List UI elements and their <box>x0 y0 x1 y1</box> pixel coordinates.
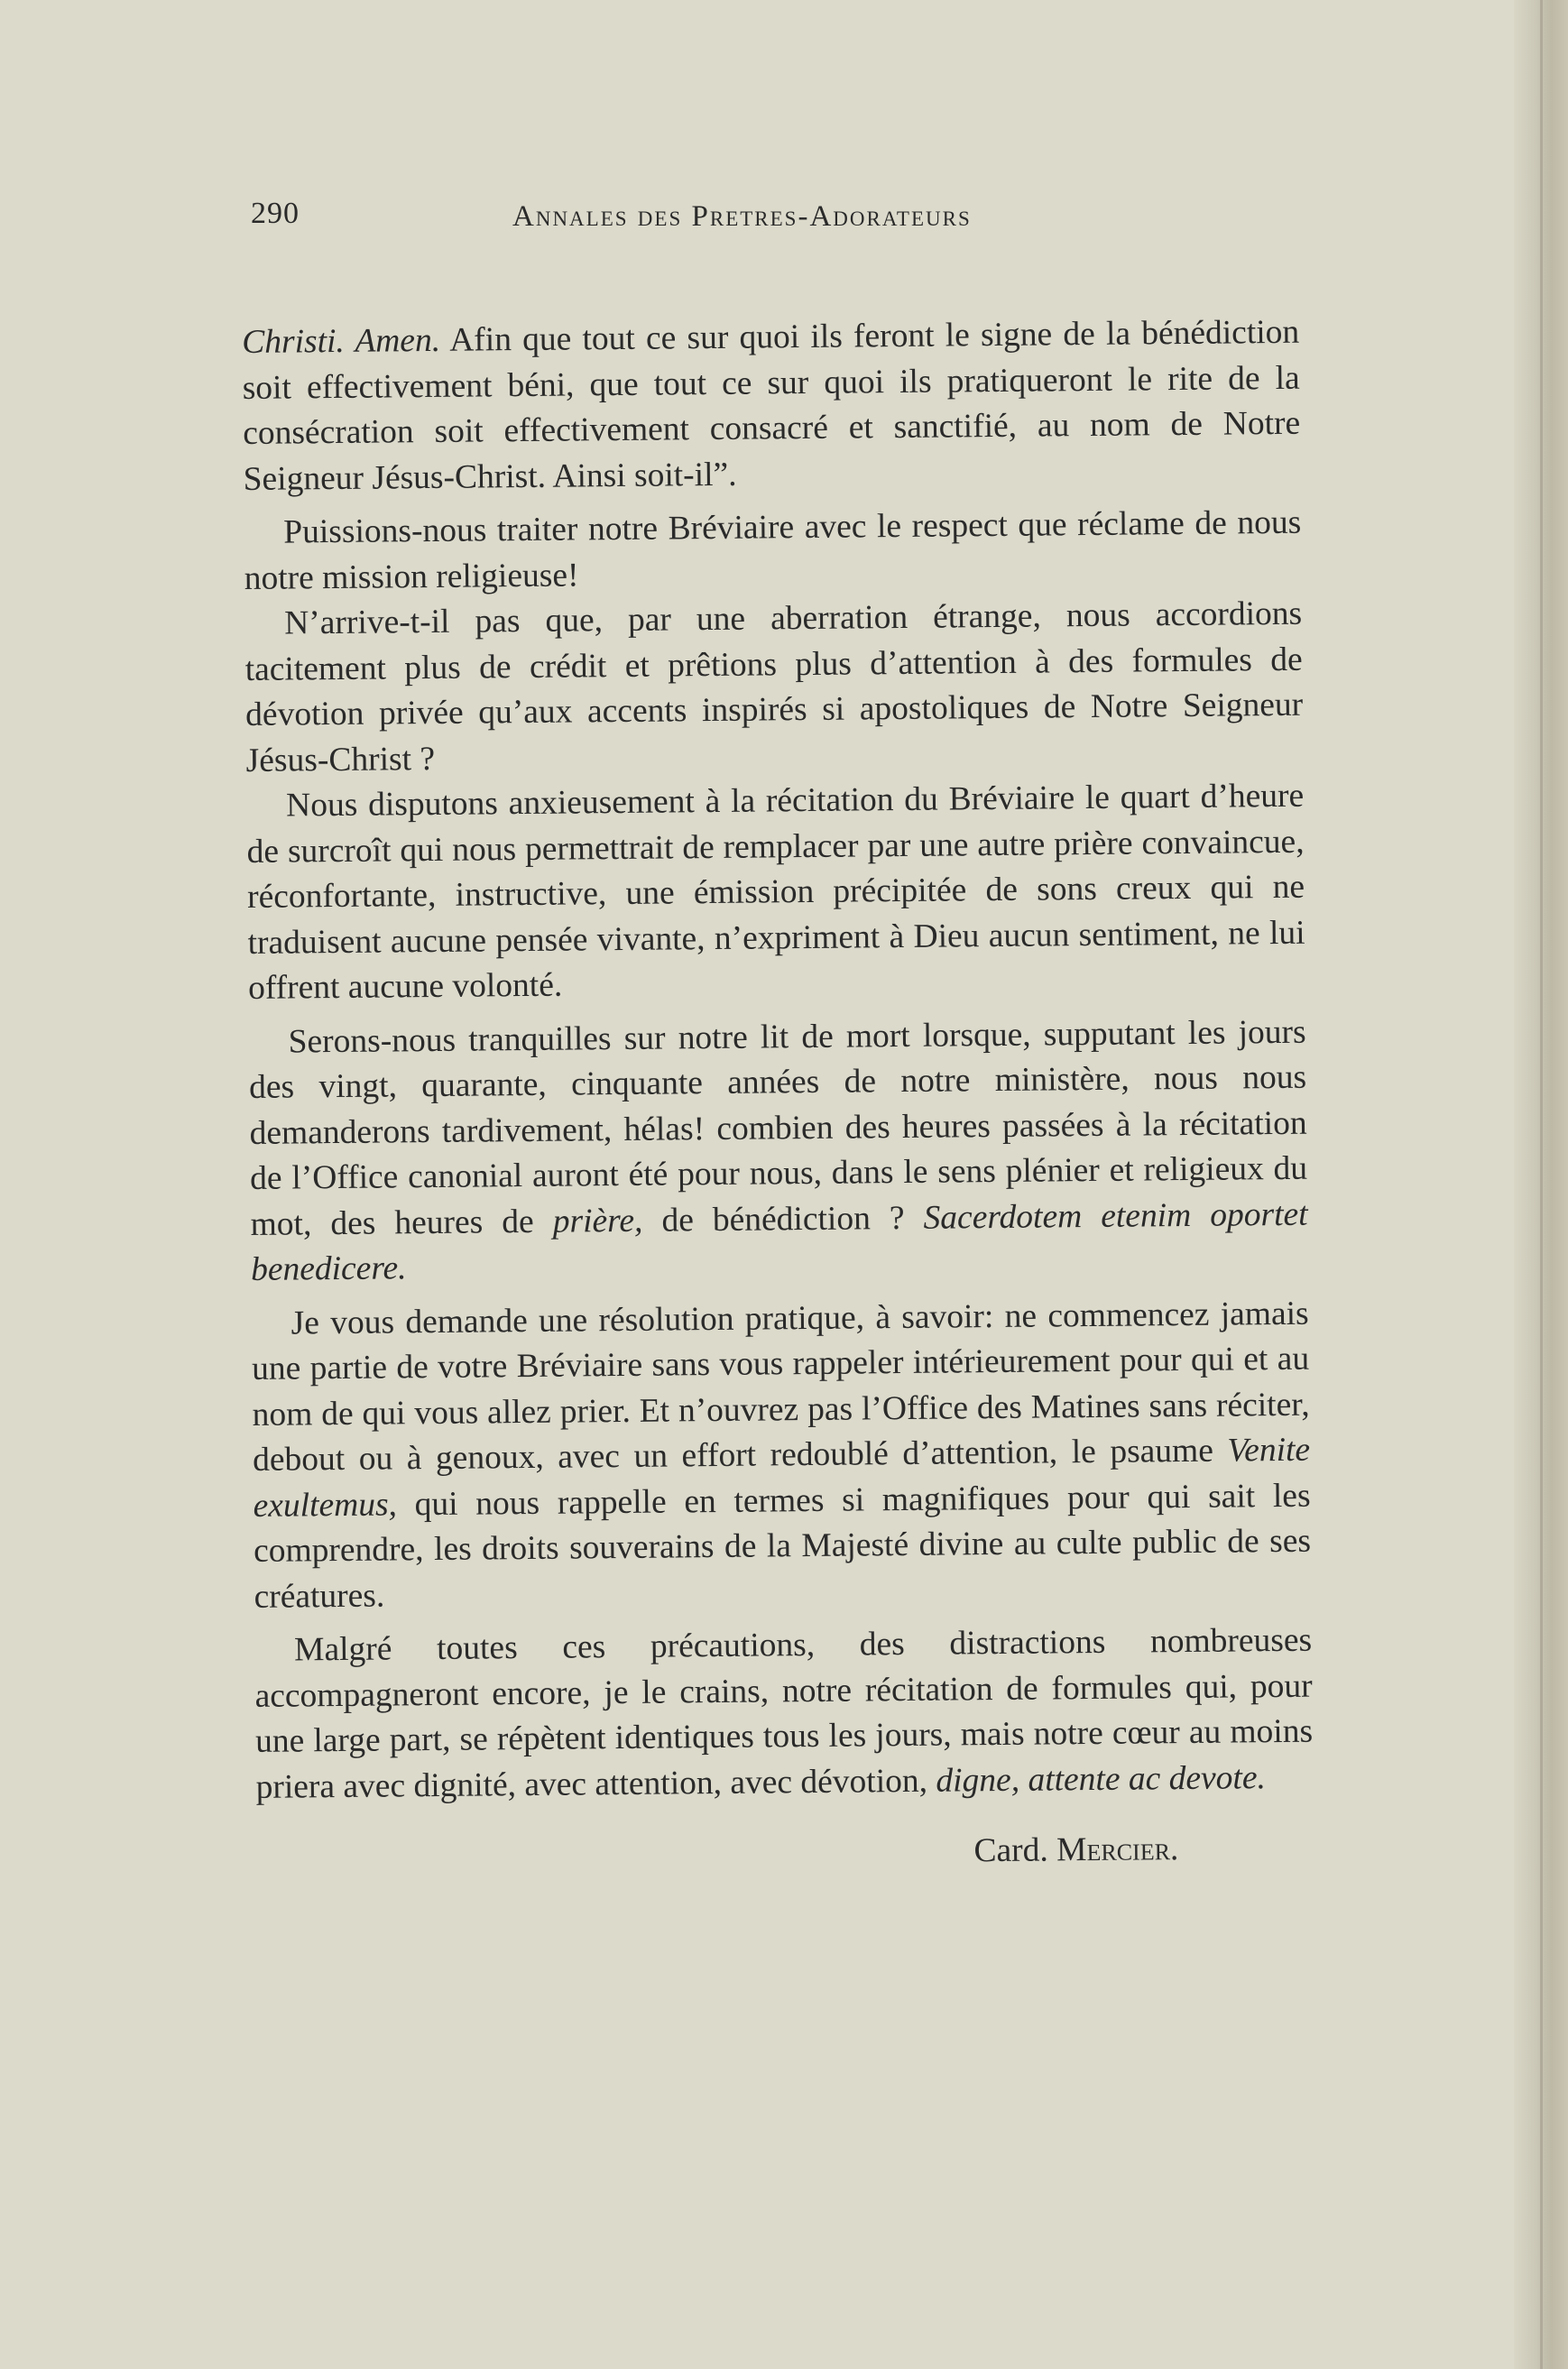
running-head <box>251 197 1297 251</box>
page-edge-line <box>1540 0 1543 2369</box>
signature-name: Mercier. <box>1056 1830 1179 1869</box>
page-number: 290 <box>251 197 300 230</box>
paragraph-6 <box>251 1291 1311 1620</box>
paragraph-5-text-1: Serons-nous tranquilles sur notre lit de mort lorsque, supputant les jours des vingt, quarante, cinquante années de notre ministère, nous nous demanderons tardivement, hélas! combien des heures passées à la récitation de l’Office canonial auront été pour nous, dans le sens plénier et religieux du mot, des heures de <box>248 1013 1308 1243</box>
signature <box>256 1826 1314 1882</box>
paragraph-5-text-2: de bénédiction ? <box>642 1199 924 1240</box>
paragraph-7-italic-1: digne, attente ac devote. <box>936 1758 1267 1800</box>
paragraph-1 <box>242 310 1301 502</box>
signature-prefix: Card. <box>973 1831 1048 1870</box>
paragraph-6-text-2: qui nous rappelle en termes si magnifiques pour qui sait les comprendre, les droits souverains de la Majesté divine au culte public de ses créatures. <box>253 1477 1312 1616</box>
paragraph-3: N’arrive-t-il pas que, par une aberration étrange, nous accordions tacitement plus de crédit et prêtions plus d’attention à des formules de dévotion privée qu’aux accents inspirés si apostoliques de Notre Seigneur Jésus-Christ ? <box>244 595 1304 779</box>
paragraph-6-italic-1: Venite exultemus, <box>253 1431 1311 1525</box>
paragraph-7 <box>254 1618 1314 1811</box>
body-text <box>242 310 1314 1882</box>
paragraph-5-italic-2: Sacerdotem etenim oportet benedicere. <box>250 1195 1308 1288</box>
paragraph-5 <box>248 1009 1308 1293</box>
paragraph-4: Nous disputons anxieusement à la récitation du Bréviaire le quart d’heure de surcroît qui nous permettrait de remplacer par une autre prière convaincue, réconfortante, instructive, une émission précipitée de sons creux qui ne traduisent aucune pensée vivante, n’expriment à Dieu aucun sentiment, ne lui offrent aucune volonté. <box>246 777 1305 1007</box>
paragraph-6-text-1: Je vous demande une résolution pratique, à savoir: ne commencez jamais une partie de votre Bréviaire sans vous rappeler intérieurement pour qui et au nom de qui vous allez prier. Et n’ouvrez pas l’Office des Matines sans réciter, debout ou à genoux, avec un effort redoublé d’attention, le psaume <box>251 1295 1310 1479</box>
running-title: Annales des Pretres-Adorateurs <box>512 200 972 233</box>
paragraph-7-text-1: Malgré toutes ces précautions, des distractions nombreuses accompagneront encore, je le crains, notre récitation de formules qui, pour une large part, se répètent identiques tous les jours, mais notre cœur au moins priera avec dignité, avec attention, avec dévotion, <box>254 1621 1314 1806</box>
paragraph-1-text: Afin que tout ce sur quoi ils feront le signe de la bénédiction soit effectivement béni, que tout ce sur quoi ils pratiqueront le rite de la consécration soit effectivement consacré et sanctifié, au nom de Notre Seigneur Jésus-Christ. Ainsi soit-il”. <box>242 313 1301 498</box>
paragraph-1-italic: Christi. Amen. <box>242 321 441 361</box>
paragraph-2: Puissions-nous traiter notre Bréviaire avec le respect que réclame de nous notre mission religieuse! <box>244 503 1302 597</box>
paragraph-5-italic-1: prière, <box>552 1202 643 1240</box>
